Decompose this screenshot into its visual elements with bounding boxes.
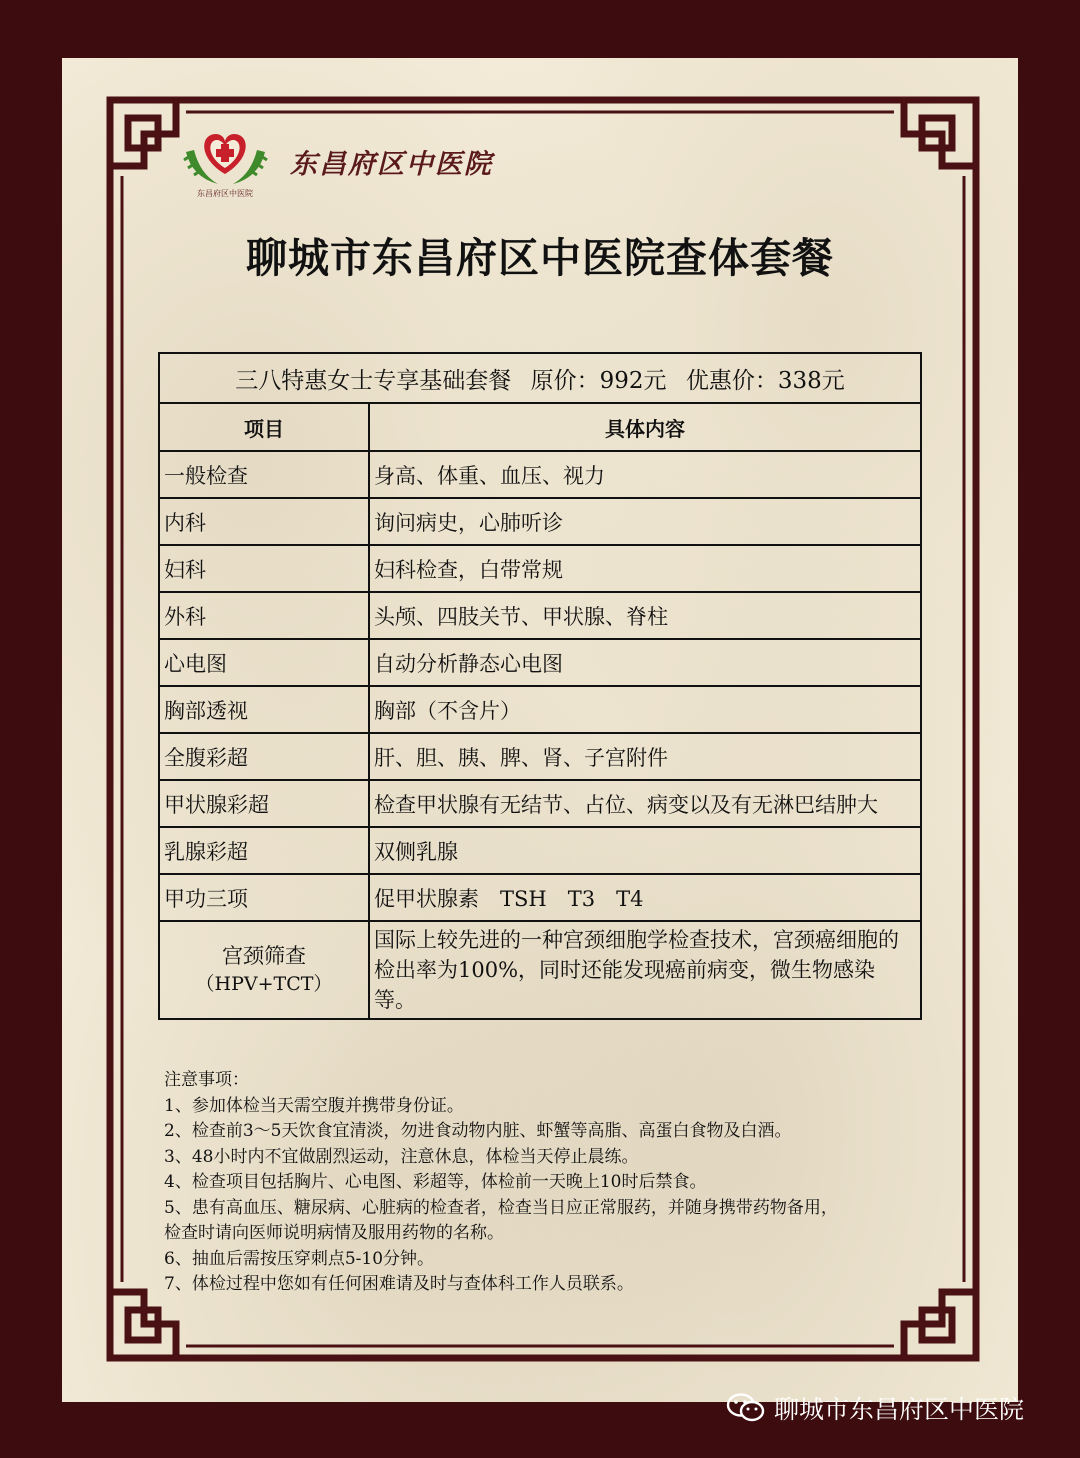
note-item: 1、参加体检当天需空腹并携带身份证。 (164, 1095, 464, 1116)
column-header-content: 具体内容 (369, 403, 921, 451)
row-item: 内科 (159, 498, 369, 545)
package-header (159, 353, 921, 403)
row-content: 身高、体重、血压、视力 (369, 451, 921, 498)
hospital-name: 东昌府区中医院 (290, 149, 493, 180)
row-content: 促甲状腺素 TSH T3 T4 (369, 874, 921, 921)
package-header-row (159, 353, 921, 403)
row-item: 外科 (159, 592, 369, 639)
row-content: 妇科检查，白带常规 (369, 545, 921, 592)
table-row (159, 733, 921, 780)
row-item: 胸部透视 (159, 686, 369, 733)
notes-section (164, 1068, 904, 1298)
hospital-logo (178, 122, 273, 200)
row-content: 胸部（不含片） (369, 686, 921, 733)
row-content: 双侧乳腺 (369, 827, 921, 874)
row-item: 甲状腺彩超 (159, 780, 369, 827)
row-item (159, 921, 369, 1019)
row-content: 自动分析静态心电图 (369, 639, 921, 686)
table-row (159, 686, 921, 733)
note-item: 2、检查前3～5天饮食宜清淡，勿进食动物内脏、虾蟹等高脂、高蛋白食物及白酒。 (164, 1121, 792, 1141)
row-item: 一般检查 (159, 451, 369, 498)
table-row (159, 921, 921, 1019)
column-header-row (159, 403, 921, 451)
watermark-text: 聊城市东昌府区中医院 (774, 1395, 1025, 1424)
row-item: 甲功三项 (159, 874, 369, 921)
cervical-screening-sub: （HPV+TCT） (195, 973, 333, 995)
logo-caption: 东昌府区中医院 (197, 189, 253, 198)
row-item: 妇科 (159, 545, 369, 592)
original-price: 原价：992元 (530, 367, 667, 394)
cervical-screening-label: 宫颈筛查 (222, 944, 306, 968)
row-content: 国际上较先进的一种宫颈细胞学检查技术，宫颈癌细胞的检出率为100%，同时还能发现癌前病变，微生物感染等。 (369, 921, 921, 1019)
table-row (159, 874, 921, 921)
note-item: 7、体检过程中您如有任何困难请及时与查体科工作人员联系。 (164, 1274, 634, 1294)
row-item: 心电图 (159, 639, 369, 686)
page-title: 聊城市东昌府区中医院查体套餐 (246, 234, 834, 282)
row-content: 检查甲状腺有无结节、占位、病变以及有无淋巴结肿大 (369, 780, 921, 827)
row-item: 全腹彩超 (159, 733, 369, 780)
row-item: 乳腺彩超 (159, 827, 369, 874)
note-item: 5、患有高血压、糖尿病、心脏病的检查者，检查当日应正常服药，并随身携带药物备用， (164, 1197, 838, 1218)
note-item: 6、抽血后需按压穿刺点5-10分钟。 (164, 1248, 435, 1269)
wechat-watermark (726, 1390, 1024, 1426)
wechat-icon (726, 1392, 766, 1424)
table-row (159, 639, 921, 686)
row-content: 询问病史，心肺听诊 (369, 498, 921, 545)
note-item: 4、检查项目包括胸片、心电图、彩超等，体检前一天晚上10时后禁食。 (164, 1172, 707, 1192)
table-row (159, 592, 921, 639)
column-header-item: 项目 (159, 403, 369, 451)
table-row (159, 498, 921, 545)
note-item: 3、48小时内不宜做剧烈运动，注意休息，体检当天停止晨练。 (164, 1146, 639, 1167)
table-row (159, 545, 921, 592)
table-row (159, 827, 921, 874)
discount-price: 优惠价：338元 (685, 367, 845, 394)
package-name: 三八特惠女士专享基础套餐 (235, 367, 512, 394)
notes-title: 注意事项： (164, 1070, 249, 1090)
table-row (159, 451, 921, 498)
package-table (158, 352, 922, 1020)
row-content: 肝、胆、胰、脾、肾、子宫附件 (369, 733, 921, 780)
row-content: 头颅、四肢关节、甲状腺、脊柱 (369, 592, 921, 639)
note-item: 检查时请向医师说明病情及服用药物的名称。 (164, 1223, 504, 1243)
table-row (159, 780, 921, 827)
